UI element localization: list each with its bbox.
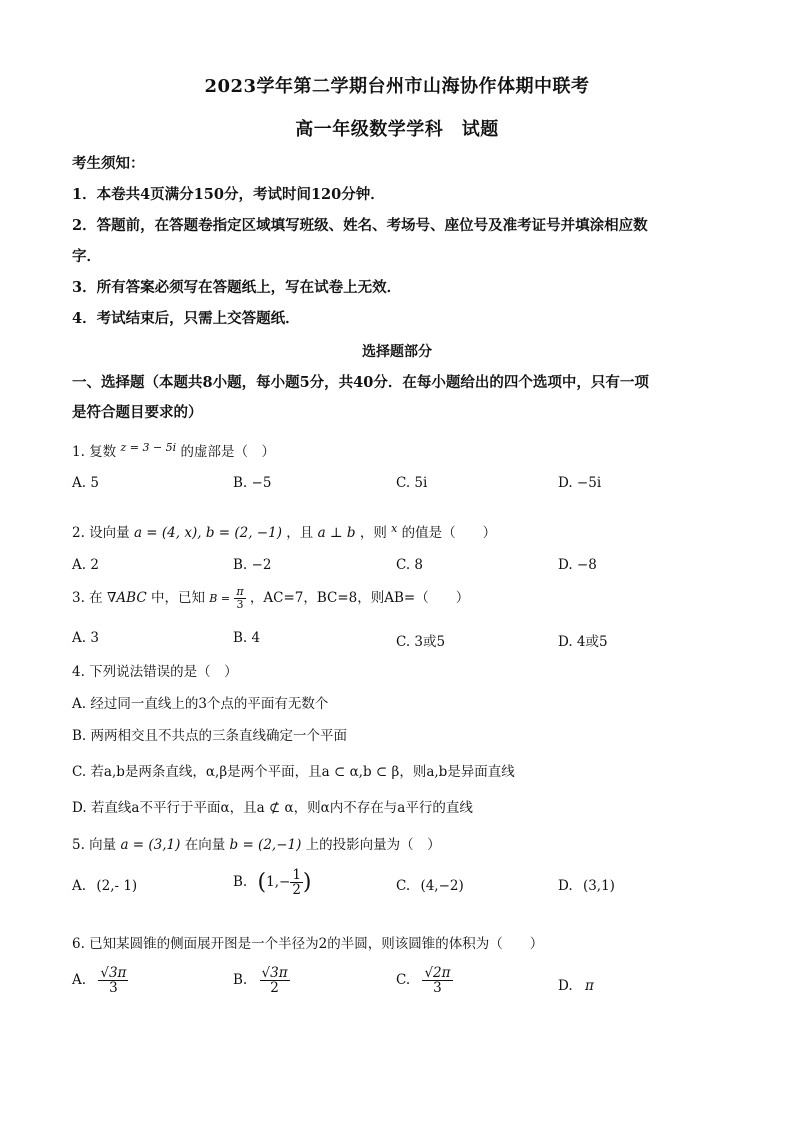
question-text: ，AC=7，BC=8，则AB=（ ） xyxy=(249,590,470,606)
question-text: ，且 xyxy=(286,525,314,541)
fraction xyxy=(260,966,290,995)
option-c: C. 8 xyxy=(396,557,424,573)
question-text: 2. 设向量 xyxy=(72,525,130,541)
notice-item: 字． xyxy=(72,248,101,265)
question-text: 5. 向量 xyxy=(72,837,117,853)
option-b: B. (1,− $\frac{1}{2}$ ) xyxy=(233,867,312,899)
option-a: A. 2 xyxy=(72,557,99,573)
question-5 xyxy=(72,833,441,853)
option-letter: B. xyxy=(233,874,248,891)
section-heading: 一、选择题（本题共8小题，每小题5分，共40分．在每小题给出的四个选项中，只有一项 xyxy=(72,374,649,391)
option-letter: C. xyxy=(396,878,411,894)
option-a: A. 5 xyxy=(72,475,99,491)
option-value: (2,- 1) xyxy=(96,878,138,894)
question-text: 1. 复数 xyxy=(72,444,117,460)
fraction-denominator: 2 xyxy=(270,980,279,997)
option-c: C. 若a,b是两条直线，α,β是两个平面，且a ⊂ α,b ⊂ β，则a,b是异面直线 xyxy=(72,764,515,780)
option-a xyxy=(72,966,128,995)
option-a xyxy=(72,878,137,894)
option-a: A. 经过同一直线上的3个点的平面有无数个 xyxy=(72,696,329,712)
option-letter: B. xyxy=(233,972,248,989)
math-expression: B = xyxy=(209,592,231,605)
fraction-denominator: 3 xyxy=(433,980,442,997)
option-value: (4,−2) xyxy=(420,878,464,894)
notice-item: 4．考试结束后，只需上交答题纸． xyxy=(72,310,300,327)
option-c: C. 5i xyxy=(396,475,428,491)
option-d: D. −5i xyxy=(558,475,602,491)
option-c: C. 3或5 xyxy=(396,634,446,650)
question-text: ，则 xyxy=(359,525,387,541)
fraction-numerator: √3π xyxy=(100,965,127,981)
option-letter: D. xyxy=(558,978,573,994)
option-value: (3,1) xyxy=(582,878,615,894)
notice-item: 2．答题前，在答题卷指定区域填写班级、姓名、考场号、座位号及准考证号并填涂相应数 xyxy=(72,217,648,234)
option-letter: A. xyxy=(72,972,87,989)
fraction xyxy=(98,966,128,995)
question-text: 上的投影向量为（ ） xyxy=(305,837,441,853)
fraction-denominator: 2 xyxy=(292,882,301,899)
exam-title: 2023学年第二学期台州市山海协作体期中联考 xyxy=(204,76,590,97)
option-d: D. 4或5 xyxy=(558,634,608,650)
math-expression: a = (3,1) xyxy=(120,837,181,853)
question-3 xyxy=(72,586,469,611)
question-text: 的虚部是（ ） xyxy=(180,444,275,460)
option-value: π xyxy=(584,978,594,994)
math-expression: a = (4, x), b = (2, −1) xyxy=(133,525,282,541)
option-d xyxy=(558,878,615,894)
question-6: 6. 已知某圆锥的侧面展开图是一个半径为2的半圆，则该圆锥的体积为（ ） xyxy=(72,936,544,952)
question-4: 4. 下列说法错误的是（ ） xyxy=(72,664,238,680)
fraction xyxy=(422,966,452,995)
question-text: 3. 在 xyxy=(72,590,103,606)
fraction-denominator: 3 xyxy=(109,980,118,997)
part-title: 选择题部分 xyxy=(362,344,432,360)
question-text: 的值是（ ） xyxy=(401,525,497,541)
option-d xyxy=(558,978,594,994)
option-b xyxy=(233,966,290,995)
option-letter: C. xyxy=(396,972,411,989)
question-2 xyxy=(72,521,496,541)
notice-item: 1．本卷共4页满分150分，考试时间120分钟． xyxy=(72,186,385,203)
option-b: B. −5 xyxy=(233,475,272,491)
option-letter: D. xyxy=(558,878,573,894)
math-expression: b = (2,−1) xyxy=(229,837,302,853)
option-value: 1,− xyxy=(266,874,291,891)
fraction xyxy=(290,868,303,897)
question-text: 中，已知 xyxy=(150,590,205,606)
fraction-numerator: √2π xyxy=(424,965,451,981)
fraction-numerator: π xyxy=(236,585,244,599)
option-letter: A. xyxy=(72,878,87,894)
option-d: D. −8 xyxy=(558,557,597,573)
question-1 xyxy=(72,440,275,460)
math-variable: x xyxy=(391,522,398,535)
math-expression: a ⊥ b xyxy=(317,525,356,541)
fraction-numerator: √3π xyxy=(261,965,288,981)
notice-item: 3．所有答案必须写在答题纸上，写在试卷上无效． xyxy=(72,279,402,296)
option-b: B. 4 xyxy=(233,630,261,646)
fraction-denominator: 3 xyxy=(236,598,244,611)
fraction xyxy=(234,586,245,610)
notice-heading: 考生须知： xyxy=(72,155,145,172)
option-b: B. 两两相交且不共点的三条直线确定一个平面 xyxy=(72,728,348,744)
question-text: 在向量 xyxy=(184,837,226,853)
fraction-numerator: 1 xyxy=(292,867,301,883)
option-a: A. 3 xyxy=(72,630,99,646)
option-c xyxy=(396,966,453,995)
section-heading-cont: 是符合题目要求的） xyxy=(72,404,203,421)
option-d: D. 若直线a不平行于平面α，且a ⊄ α，则α内不存在与a平行的直线 xyxy=(72,800,473,816)
math-expression: ∇ABC xyxy=(106,590,147,606)
exam-subtitle: 高一年级数学学科 试题 xyxy=(295,119,499,140)
option-c xyxy=(396,878,464,894)
option-b: B. −2 xyxy=(233,557,272,573)
math-expression: z = 3 − 5i xyxy=(120,441,177,454)
